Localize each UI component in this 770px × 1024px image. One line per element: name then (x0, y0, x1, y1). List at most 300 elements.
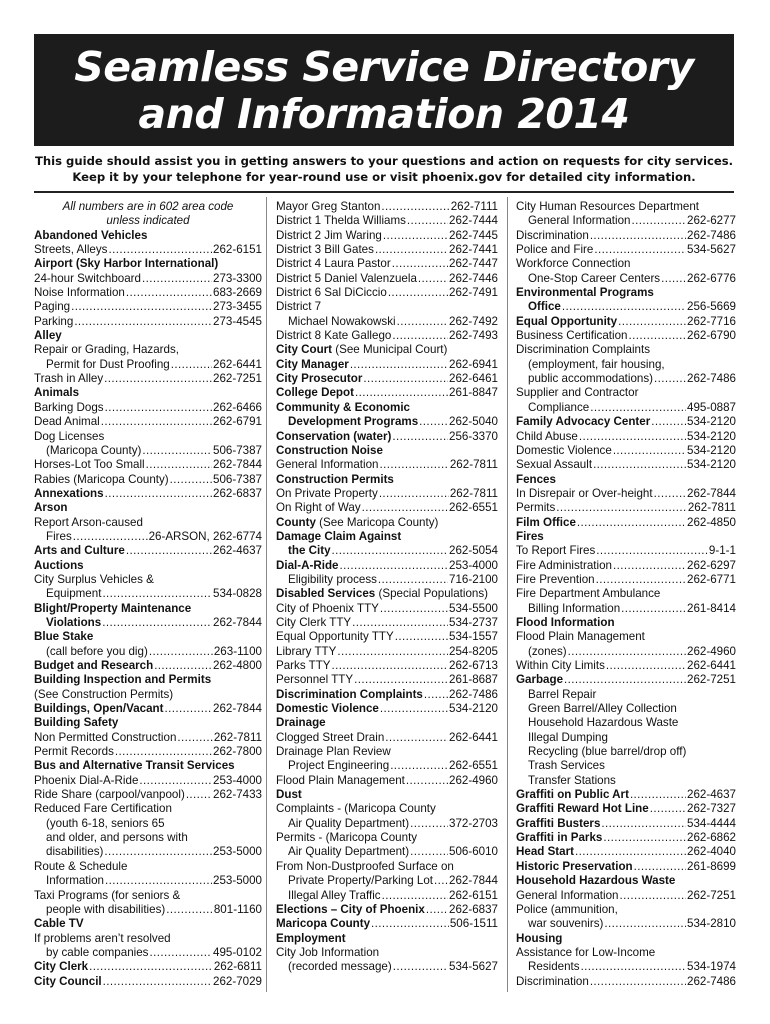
directory-entry (276, 960, 498, 974)
dot-leader (378, 573, 448, 587)
entry-label: Discrimination (516, 974, 589, 988)
dot-leader (410, 845, 448, 859)
phone-number: 262-7811 (687, 501, 736, 515)
dot-leader (568, 645, 686, 659)
directory-entry (516, 272, 736, 286)
phone-number: 534-2120 (687, 429, 736, 443)
phone-number: 534-1974 (687, 960, 736, 974)
phone-number: 262-6151 (449, 888, 498, 902)
entry-label: Arts and Culture (34, 544, 125, 558)
column-divider (266, 197, 267, 992)
entry-label: Conservation (water) (276, 429, 392, 443)
phone-number: 262-5040 (449, 415, 498, 429)
phone-number: 534-5500 (449, 601, 498, 615)
phone-number: 262-4637 (687, 788, 736, 802)
entry-label: Air Quality Department) (288, 845, 410, 859)
directory-entry (276, 774, 498, 788)
directory-entry (276, 358, 498, 372)
directory-entry (516, 817, 736, 831)
dot-leader (392, 257, 448, 271)
dot-leader (395, 630, 448, 644)
dot-leader (139, 774, 212, 788)
section-heading-note: (See Maricopa County) (315, 515, 439, 529)
directory-entry (276, 243, 498, 257)
entry-text: District 7 (276, 300, 322, 314)
entry-label: Historic Preservation (516, 859, 633, 873)
phone-number: 534-2120 (687, 443, 736, 457)
dot-leader (186, 788, 212, 802)
directory-entry (276, 544, 498, 558)
section-heading (276, 343, 498, 357)
entry-label: the City (288, 544, 331, 558)
entry-label: Film Office (516, 515, 576, 529)
phone-number: 253-5000 (213, 874, 262, 888)
entry-label: District 6 Sal DiCiccio (276, 286, 387, 300)
entry-label: Eligibility process (288, 572, 377, 586)
entry-label: Within City Limits (516, 659, 605, 672)
entry-label: Library TTY (276, 644, 337, 658)
directory-entry (276, 214, 498, 228)
entry-text: Transfer Stations (528, 773, 616, 787)
entry-text: Trash Services (528, 759, 605, 773)
dot-leader (164, 702, 212, 716)
directory-entry (516, 559, 736, 573)
dot-leader (631, 214, 686, 228)
phone-number: 262-4850 (687, 515, 736, 529)
dot-leader (564, 673, 686, 687)
phone-number: 262-6862 (687, 831, 736, 845)
section-heading: Household Hazardous Waste (516, 874, 676, 888)
phone-number: 262-7844 (213, 458, 262, 472)
dot-leader (392, 430, 448, 444)
entry-label: Trash in Alley (34, 372, 104, 386)
dot-leader (601, 817, 686, 831)
section-heading: Arson (34, 501, 68, 515)
dot-leader (390, 759, 448, 773)
directory-entry (276, 200, 498, 214)
phone-number: 261-8699 (687, 859, 736, 873)
dot-leader (337, 645, 448, 659)
entry-label: Budget and Research (34, 659, 154, 672)
phone-number: 262-7327 (687, 802, 736, 816)
dot-leader (142, 272, 212, 286)
directory-entry (276, 874, 498, 888)
phone-number: 26-ARSON, 262-6774 (148, 529, 262, 543)
directory-entry (34, 300, 262, 314)
directory-entry (34, 444, 262, 458)
entry-label: City Manager (276, 357, 349, 371)
phone-number: 534-2810 (687, 917, 736, 931)
phone-number: 262-6790 (687, 329, 736, 343)
phone-number: 262-6297 (687, 558, 736, 572)
entry-label: Permit for Dust Proofing (46, 357, 170, 371)
entry-label: Fires (46, 529, 72, 543)
entry-text: Permits - (Maricopa County (276, 831, 418, 845)
entry-label: Paging (34, 300, 71, 314)
phone-number: 262-7800 (213, 745, 262, 759)
dot-leader (105, 401, 212, 415)
phone-number: 262-6713 (449, 659, 498, 672)
entry-label: Fire Administration (516, 558, 613, 572)
entry-label: Flood Plain Management (276, 773, 405, 787)
directory-entry (516, 243, 736, 257)
entry-text: Recycling (blue barrel/drop off) (528, 745, 687, 759)
directory-entry (276, 315, 498, 329)
phone-number: 262-6811 (213, 960, 262, 974)
directory-entry (34, 544, 262, 558)
section-heading: Dust (276, 788, 302, 802)
dot-leader (634, 860, 686, 874)
dot-leader (596, 573, 686, 587)
dot-leader (170, 473, 212, 487)
directory-entry (34, 702, 262, 716)
dot-leader (556, 501, 687, 515)
directory-entry (516, 458, 736, 472)
dot-leader (650, 802, 686, 816)
section-heading: Bus and Alternative Transit Services (34, 759, 235, 773)
dot-leader (392, 329, 448, 343)
dot-leader (562, 300, 686, 314)
phone-number: 534-0828 (213, 587, 262, 601)
dot-leader (149, 645, 213, 659)
phone-number: 254-8205 (449, 644, 498, 658)
phone-number: 253-5000 (213, 845, 262, 859)
section-heading: Drainage (276, 716, 326, 730)
entry-text: (employment, fair housing, (528, 357, 665, 371)
directory-entry (276, 372, 498, 386)
directory-entry (34, 903, 262, 917)
entry-label: Dial-A-Ride (276, 558, 339, 572)
phone-number: 256-3370 (449, 429, 498, 443)
section-heading-note: (Special Populations) (375, 587, 489, 601)
entry-label: (call before you dig) (46, 644, 148, 658)
column-divider (507, 197, 508, 992)
section-heading: Housing (516, 931, 563, 945)
section-heading: Community & Economic (276, 400, 410, 414)
dot-leader (102, 616, 212, 630)
section-heading: Auctions (34, 558, 84, 572)
entry-text: (youth 6-18, seniors 65 (46, 816, 165, 830)
entry-label: Garbage (516, 673, 564, 687)
dot-leader (177, 731, 212, 745)
dot-leader (362, 501, 448, 515)
phone-number: 262-6776 (687, 271, 736, 285)
dot-leader (590, 975, 686, 989)
directory-entry (276, 329, 498, 343)
phone-number: 534-5627 (449, 960, 498, 974)
directory-entry (516, 315, 736, 329)
entry-label: Equipment (46, 587, 102, 601)
entry-label: Illegal Alley Traffic (288, 888, 381, 902)
entry-label: by cable companies (46, 945, 149, 959)
directory-entry (516, 430, 736, 444)
directory-entry (516, 300, 736, 314)
directory-entry (34, 960, 262, 974)
phone-number: 9-1-1 (708, 544, 736, 558)
phone-number: 256-5669 (687, 300, 736, 314)
phone-number: 262-7491 (449, 286, 498, 300)
phone-number: 273-4545 (213, 314, 262, 328)
section-heading: Abandoned Vehicles (34, 228, 148, 242)
section-heading: Cable TV (34, 917, 84, 931)
dot-leader (382, 889, 448, 903)
entry-text: Dog Licenses (34, 429, 105, 443)
directory-entry (516, 960, 736, 974)
dot-leader (593, 458, 686, 472)
section-heading: Environmental Programs (516, 286, 654, 300)
phone-number: 273-3455 (213, 300, 262, 314)
dot-leader (363, 372, 448, 386)
section-heading-note: (See Municipal Court) (332, 343, 448, 357)
entry-label: To Report Fires (516, 544, 596, 558)
entry-label: Compliance (528, 400, 590, 414)
entry-text: Supplier and Contractor (516, 386, 639, 400)
section-heading: Fences (516, 472, 556, 486)
dot-leader (350, 358, 448, 372)
phone-number: 262-7492 (449, 314, 498, 328)
directory-entry (34, 401, 262, 415)
dot-leader (604, 917, 686, 931)
dot-leader (385, 731, 448, 745)
dot-leader (142, 444, 212, 458)
dot-leader (613, 444, 686, 458)
phone-number: 262-7029 (213, 974, 262, 988)
entry-label: In Disrepair or Over-height (516, 486, 653, 500)
entry-label: District 8 Kate Gallego (276, 329, 392, 343)
directory-entry (276, 731, 498, 745)
phone-number: 262-6837 (213, 486, 262, 500)
dot-leader (115, 745, 212, 759)
directory-entry (34, 458, 262, 472)
directory-entry (516, 602, 736, 616)
dot-leader (375, 243, 448, 257)
phone-number: 716-2100 (449, 572, 498, 586)
entry-label: Clogged Street Drain (276, 730, 385, 744)
phone-number: 262-7844 (449, 874, 498, 888)
phone-number: 262-6461 (449, 372, 498, 386)
directory-entry (34, 415, 262, 429)
phone-number: 262-4637 (213, 544, 262, 558)
directory-entry (276, 559, 498, 573)
phone-number: 262-6441 (213, 357, 262, 371)
entry-label: Family Advocacy Center (516, 415, 651, 429)
entry-label: Permit Records (34, 745, 114, 759)
entry-label: Personnel TTY (276, 673, 354, 687)
entry-text: Flood Plain Management (516, 630, 645, 644)
entry-label: Domestic Violence (276, 702, 379, 716)
entry-label: Sexual Assault (516, 458, 593, 472)
entry-label: Phoenix Dial-A-Ride (34, 773, 139, 787)
phone-number: 262-6277 (687, 214, 736, 228)
dot-leader (603, 831, 686, 845)
dot-leader (621, 602, 686, 616)
entry-text: and older, and persons with (46, 831, 188, 845)
phone-number: 262-7447 (449, 257, 498, 271)
directory-entry (276, 602, 498, 616)
entry-label: Parking (34, 314, 74, 328)
dot-leader (619, 889, 686, 903)
directory-entry (276, 889, 498, 903)
entry-label: Discrimination (516, 228, 589, 242)
directory-entry (34, 272, 262, 286)
entry-label: Residents (528, 960, 580, 974)
area-code-note (34, 200, 262, 229)
phone-number: 262-6441 (687, 659, 736, 672)
entry-label: District 3 Bill Gates (276, 243, 374, 257)
entry-label: Barking Dogs (34, 400, 104, 414)
directory-entry (276, 458, 498, 472)
phone-number: 262-7446 (449, 271, 498, 285)
entry-label: Air Quality Department) (288, 816, 410, 830)
entry-label: District 1 Thelda Williams (276, 214, 406, 228)
entry-text: Report Arson-caused (34, 515, 143, 529)
entry-text: Drainage Plan Review (276, 745, 391, 759)
directory-entry (34, 645, 262, 659)
dot-leader (581, 960, 686, 974)
phone-number: 495-0102 (213, 945, 262, 959)
entry-label: College Depot (276, 386, 354, 400)
phone-number: 262-7844 (213, 615, 262, 629)
entry-label: Elections – City of Phoenix (276, 902, 425, 916)
directory-entry (516, 845, 736, 859)
dot-leader (434, 874, 448, 888)
phone-number: 506-7387 (213, 443, 262, 457)
dot-leader (661, 272, 686, 286)
entry-text: (See Construction Permits) (34, 687, 174, 701)
entry-label: Permits (516, 501, 556, 515)
dot-leader (618, 315, 686, 329)
section-heading: Blue Stake (34, 630, 94, 644)
dot-leader (332, 659, 448, 673)
directory-column-3 (516, 200, 736, 989)
phone-number: 262-7486 (687, 974, 736, 988)
dot-leader (89, 960, 213, 974)
entry-label: Fire Prevention (516, 572, 595, 586)
directory-entry (34, 616, 262, 630)
page-title (34, 34, 734, 138)
phone-number: 262-6941 (449, 357, 498, 371)
dot-leader (126, 544, 212, 558)
entry-label: Rabies (Maricopa County) (34, 472, 169, 486)
dot-leader (354, 673, 448, 687)
phone-number: 262-7444 (449, 214, 498, 228)
directory-entry (516, 229, 736, 243)
entry-label: District 4 Laura Pastor (276, 257, 391, 271)
entry-label: General Information (528, 214, 631, 228)
phone-number: 262-7811 (449, 458, 498, 472)
directory-entry (516, 788, 736, 802)
phone-number: 506-1511 (449, 917, 498, 931)
section-heading: Employment (276, 931, 346, 945)
dot-leader (380, 602, 448, 616)
dot-leader (590, 229, 686, 243)
phone-number: 262-7251 (687, 888, 736, 902)
section-heading (276, 587, 498, 601)
entry-label: Private Property/Parking Lot (288, 874, 433, 888)
directory-entry (34, 587, 262, 601)
directory-entry (516, 214, 736, 228)
directory-entry (276, 917, 498, 931)
phone-number: 534-2120 (687, 458, 736, 472)
entry-text: Police (ammunition, (516, 902, 618, 916)
entry-label: Annexations (34, 486, 104, 500)
dot-leader (594, 243, 686, 257)
section-heading: Damage Claim Against (276, 529, 402, 543)
area-code-note-line-2: unless indicated (106, 214, 190, 228)
phone-number: 262-5054 (449, 544, 498, 558)
directory-entry (516, 860, 736, 874)
directory-entry (34, 473, 262, 487)
phone-number: 495-0887 (687, 400, 736, 414)
entry-label: Billing Information (528, 601, 621, 615)
phone-number: 262-7441 (449, 243, 498, 257)
directory-entry (516, 501, 736, 515)
phone-number: 534-2737 (449, 615, 498, 629)
phone-number: 372-2703 (449, 816, 498, 830)
intro-line-1: This guide should assist you in getting answers to your questions and action on requests for city services. (34, 154, 734, 168)
phone-number: 534-2120 (687, 415, 736, 429)
entry-label: Graffiti Busters (516, 816, 601, 830)
entry-label: Discrimination Complaints (276, 687, 423, 701)
dot-leader (630, 788, 686, 802)
phone-number: 534-4444 (687, 816, 736, 830)
phone-number: 262-4800 (213, 659, 262, 672)
directory-entry (34, 358, 262, 372)
entry-text: Taxi Programs (for seniors & (34, 888, 181, 902)
title-line-2: and Information 2014 (138, 90, 630, 138)
section-heading-label: City Court (276, 343, 333, 357)
directory-entry (516, 401, 736, 415)
entry-text: From Non-Dustproofed Surface on (276, 859, 454, 873)
entry-text: City Surplus Vehicles & (34, 572, 154, 586)
directory-column-1 (34, 200, 262, 989)
dot-leader (105, 874, 212, 888)
directory-entry (276, 845, 498, 859)
dot-leader (628, 329, 686, 343)
entry-label: Domestic Violence (516, 443, 612, 457)
phone-number: 801-1160 (213, 902, 262, 916)
dot-leader (339, 559, 448, 573)
phone-number: 261-8847 (449, 386, 498, 400)
entry-text: Assistance for Low-Income (516, 945, 656, 959)
directory-entry (276, 817, 498, 831)
phone-number: 262-6466 (213, 400, 262, 414)
phone-number: 262-7111 (450, 200, 498, 213)
dot-leader (149, 946, 212, 960)
entry-label: Dead Animal (34, 415, 100, 429)
dot-leader (371, 917, 449, 931)
phone-number: 262-7433 (213, 788, 262, 802)
phone-number: 253-4000 (449, 558, 498, 572)
entry-label: Streets, Alleys (34, 243, 108, 257)
dot-leader (613, 559, 686, 573)
entry-text: Discrimination Complaints (516, 343, 651, 357)
phone-number: 262-6551 (449, 501, 498, 515)
phone-number: 273-3300 (213, 271, 262, 285)
directory-entry (276, 673, 498, 687)
section-heading: Alley (34, 329, 62, 343)
directory-column-2 (276, 200, 498, 975)
entry-label: On Right of Way (276, 501, 361, 515)
entry-label: Buildings, Open/Vacant (34, 702, 164, 716)
entry-label: (zones) (528, 644, 567, 658)
dot-leader (355, 386, 448, 400)
entry-text: Reduced Fare Certification (34, 802, 172, 816)
dot-leader (108, 243, 212, 257)
directory-entry (276, 688, 498, 702)
dot-leader (379, 487, 449, 501)
dot-leader (379, 458, 448, 472)
